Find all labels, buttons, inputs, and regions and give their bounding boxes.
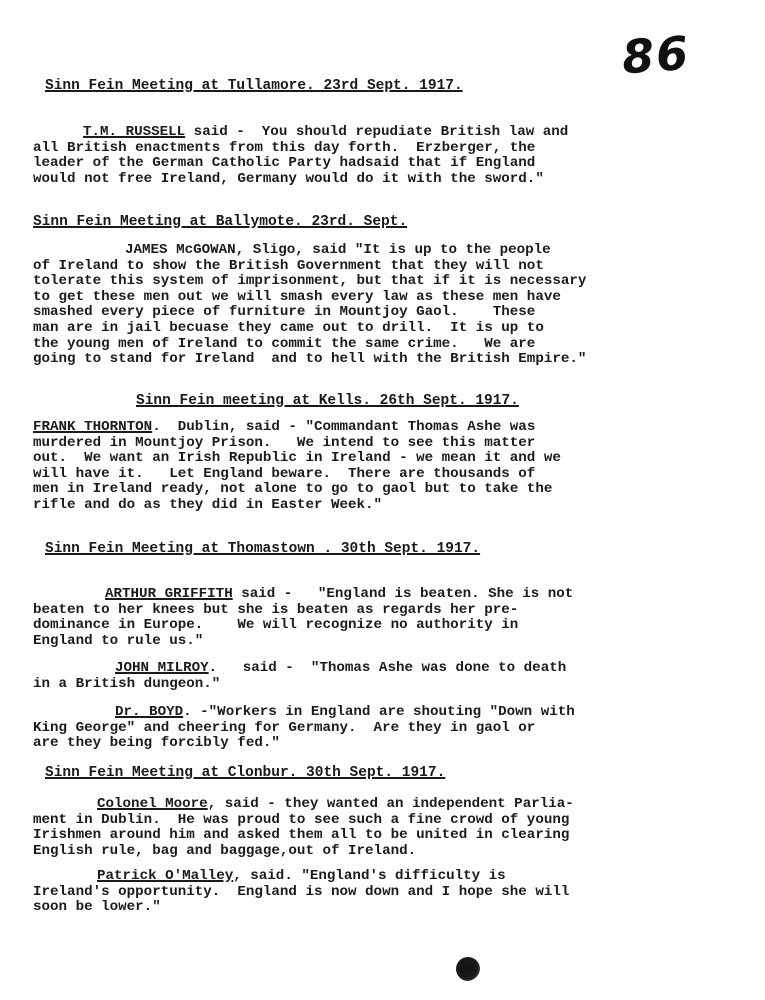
speech-russell [33, 125, 568, 187]
speech-griffith [33, 587, 573, 649]
speech-continuation: murdered in Mountjoy Prison. We intend to see this matter out. We want an Irish Republic in Ireland - we mean it and we will have it. Let England beware. There are thousands of men in Ireland ready, not alone to go to gaol but to take the rifle and do as they did in Easter Week." [33, 434, 561, 513]
speech-continuation: all British enactments from this day forth. Erzberger, the leader of the German Catholic Party hadsaid that if England would not free Ireland, Germany would do it with the sword." [33, 139, 544, 187]
speaker-name: JAMES McGOWAN [125, 242, 236, 258]
speech-first-line: . Dublin, said - "Commandant Thomas Ashe was [152, 419, 536, 435]
speech-first-line: , said. "England's difficulty is [233, 868, 506, 884]
speech-continuation: King George" and cheering for Germany. Are they in gaol or are they being forcibly fed." [33, 719, 536, 752]
speech-boyd [33, 705, 575, 752]
speech-first-line: said - You should repudiate British law and [185, 124, 569, 140]
speaker-name: Colonel Moore [97, 796, 208, 812]
speaker-name: Patrick O'Malley [97, 868, 234, 884]
speech-thornton [33, 420, 561, 514]
speech-first-line: said - "England is beaten. She is not [232, 586, 574, 602]
handwritten-page-number: 86 [620, 25, 692, 85]
speech-continuation: ment in Dublin. He was proud to see such a fine crowd of young Irishmen around him and asked them all to be united in clearing English rule, bag and baggage,out of Ireland. [33, 811, 570, 859]
speech-first-line: , said - they wanted an independent Parlia- [207, 796, 574, 812]
speech-continuation: Ireland's opportunity. England is now down and I hope she will soon be lower." [33, 883, 570, 916]
speech-milroy [33, 661, 566, 692]
speech-mcgowan [33, 243, 586, 368]
speech-moore [33, 797, 574, 859]
speaker-name: ARTHUR GRIFFITH [105, 586, 233, 602]
speaker-name: T.M. RUSSELL [83, 124, 186, 140]
speaker-name: JOHN MILROY [115, 660, 209, 676]
speech-first-line: , Sligo, said "It is up to the people [235, 242, 551, 258]
speaker-name: FRANK THORNTON [33, 419, 153, 435]
speech-continuation: of Ireland to show the British Government that they will not tolerate this system of imprisonment, but that if it is necessary to get these men out we will smash every law as these men have smashed every piece of furniture in Mountjoy Gaol. These man are in jail becuase they came out to drill. It is up to the young men of Ireland to commit the same crime. We are going to stand for Ireland and to hell with the British Empire." [33, 257, 587, 368]
meeting-heading-thomastown: Sinn Fein Meeting at Thomastown . 30th Sept. 1917. [45, 541, 481, 557]
meeting-heading-kells: Sinn Fein meeting at Kells. 26th Sept. 1917. [136, 393, 519, 409]
meeting-heading-tullamore: Sinn Fein Meeting at Tullamore. 23rd Sept. 1917. [45, 78, 463, 94]
meeting-heading-clonbur: Sinn Fein Meeting at Clonbur. 30th Sept. 1917. [45, 765, 446, 781]
speech-first-line: . -"Workers in England are shouting "Down with [183, 704, 575, 720]
speech-omalley [33, 869, 569, 916]
ink-blot [456, 957, 480, 981]
speech-first-line: . said - "Thomas Ashe was done to death [208, 660, 567, 676]
speaker-name: Dr. BOYD [115, 704, 184, 720]
speech-continuation: beaten to her knees but she is beaten as regards her pre- dominance in Europe. We will recognize no authority in England to rule us." [33, 601, 519, 649]
speech-continuation: in a British dungeon." [33, 675, 221, 692]
meeting-heading-ballymote: Sinn Fein Meeting at Ballymote. 23rd. Sept. [33, 214, 408, 230]
